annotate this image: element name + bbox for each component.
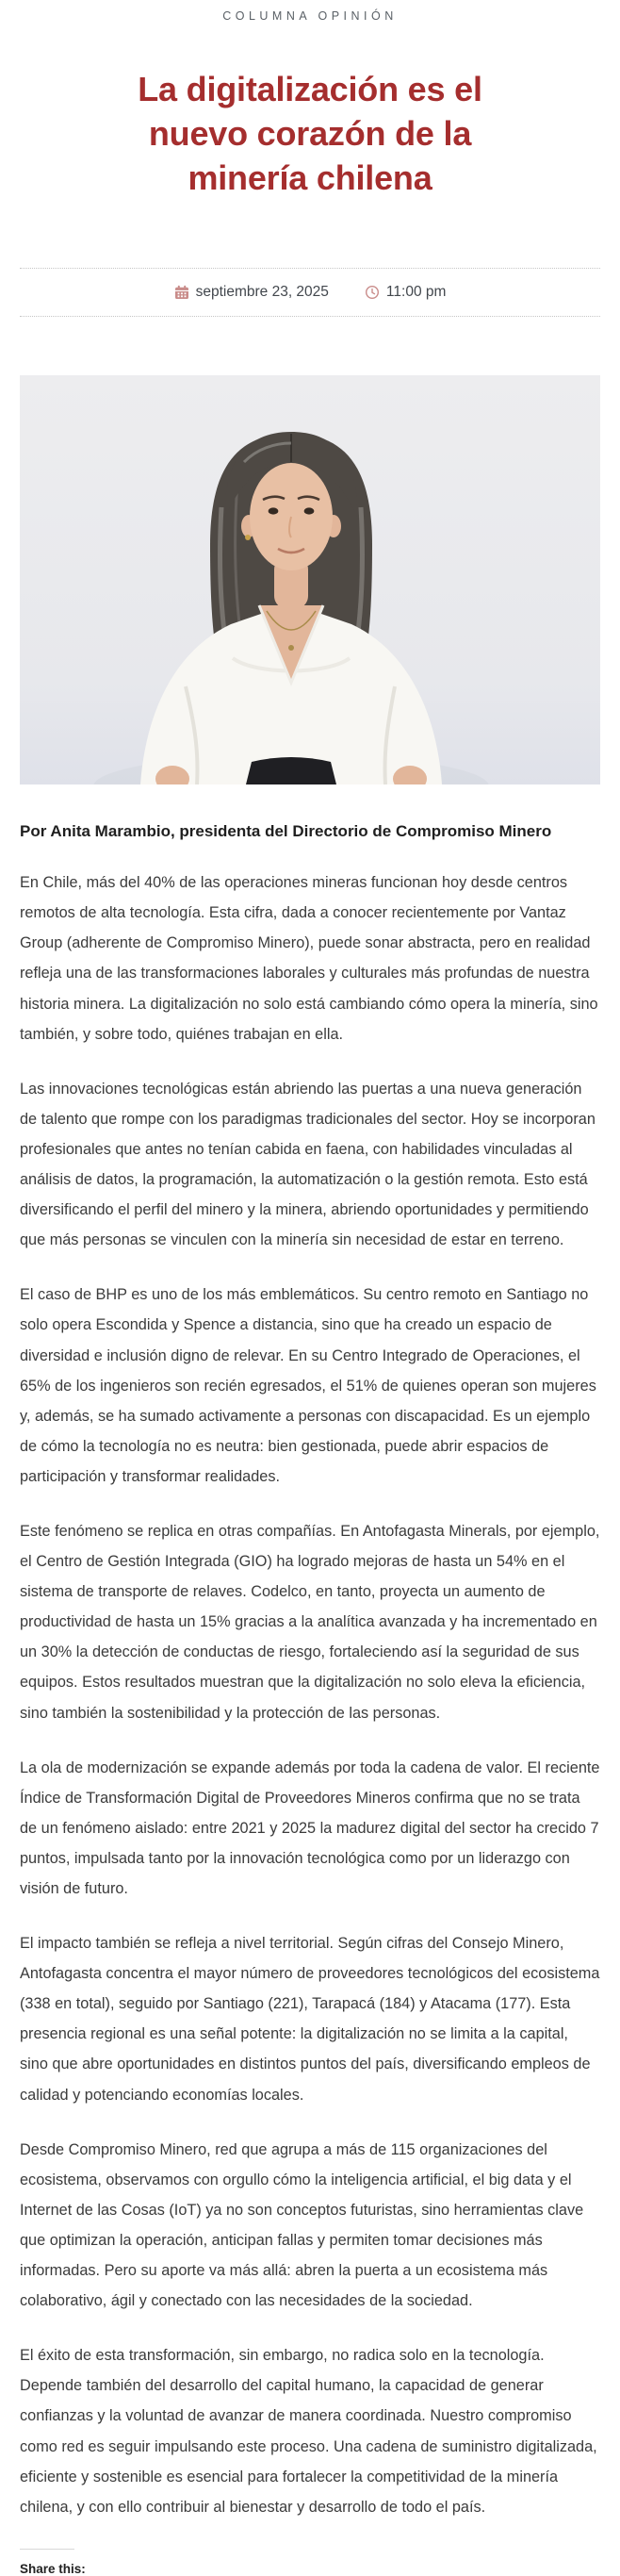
publish-date-text: septiembre 23, 2025 [195,284,329,301]
article-paragraph: La ola de modernización se expande además por toda la cadena de valor. El reciente Índice de Transformación Digital de Proveedores Mineros confirma que no se trata de un fenómeno aislado: entre 2021 y 2025 la madurez digital del sector ha crecido 7 puntos, impulsada tanto por la innovación tecnológica como por un liderazgo con visión de futuro. [20,1759,600,1897]
clock-icon [365,285,380,300]
category-label: COLUMNA OPINIÓN [222,9,398,23]
article-title: La digitalización es el nuevo corazón de la minería chilena [138,70,482,197]
article-paragraph: El caso de BHP es uno de los más emblemáticos. Su centro remoto en Santiago no solo opera Escondida y Spence a distancia, sino que ha creado un espacio de diversidad e inclusión digno de relevar. En su Centro Integrado de Operaciones, el 65% de los ingenieros son recién egresados, el 51% de quienes operan son mujeres y, además, se ha sumado activamente a personas con discapacidad. Es un ejemplo de cómo la tecnología no es neutra: bien gestionada, puede abrir espacios de participación y transformar realidades. [20,1286,596,1485]
article-paragraph: El impacto también se refleja a nivel territorial. Según cifras del Consejo Minero, Antofagasta concentra el mayor número de proveedores tecnológicos del ecosistema (338 en total), seguido por Santiago (221), Tarapacá (184) y Atacama (177). Esta presencia regional es una señal potente: la digitalización no se limita a la capital, sino que abre oportunidades en distintos puntos del país, diversificando empleos de calidad y potenciando economías locales. [20,1935,600,2104]
article-paragraph: En Chile, más del 40% de las operaciones mineras funcionan hoy desde centros remotos de alta tecnología. Esta cifra, dada a conocer recientemente por Vantaz Group (adherente de Compromiso Minero), puede sonar abstracta, pero en realidad refleja una de las transformaciones laborales y culturales más profundas de nuestra historia minera. La digitalización no solo está cambiando cómo opera la minería, sino también, y sobre todo, quiénes trabajan en ella. [20,874,598,1043]
calendar-icon [174,285,189,300]
article-paragraph: Este fenómeno se replica en otras compañías. En Antofagasta Minerals, por ejemplo, el Centro de Gestión Integrada (GIO) ha logrado mejoras de hasta un 54% en el sistema de transporte de relaves. Codelco, en tanto, proyecta un aumento de productividad de hasta un 15% gracias a la analítica avanzada y ha incrementado en un 30% la detección de conductas de riesgo, fortaleciendo así la seguridad de sus equipos. Estos resultados muestran que la digitalización no solo eleva la eficiencia, sino también la sostenibilidad y la protección de las personas. [20,1522,600,1722]
article-meta [20,268,600,317]
article-paragraph: Desde Compromiso Minero, red que agrupa a más de 115 organizaciones del ecosistema, observamos con orgullo cómo la inteligencia artificial, el big data y el Internet de las Cosas (IoT) ya no son conceptos futuristas, sino herramientas clave que optimizan la operación, anticipan fallas y permiten tomar decisiones más informadas. Pero su aporte va más allá: abren la puerta a un ecosistema más colaborativo, ágil y conectado con las necesidades de la sociedad. [20,2140,584,2310]
publish-time [365,284,446,301]
article-paragraph: Las innovaciones tecnológicas están abriendo las puertas a una nueva generación de talento que rompe con los paradigmas tradicionales del sector. Hoy se incorporan profesionales que antes no tenían cabida en faena, con habilidades vinculadas al análisis de datos, la programación, la automatización o la gestión remota. Esto está diversificando el perfil del minero y la minera, abriendo oportunidades y permitiendo que más personas se vinculen con la minería sin necesidad de estar en terreno. [20,1080,596,1249]
publish-date [174,284,329,301]
share-divider [20,2549,74,2550]
share-label: Share this: [20,2561,86,2576]
publish-time-text: 11:00 pm [385,284,447,301]
featured-image [20,375,600,784]
article-paragraph: El éxito de esta transformación, sin embargo, no radica solo en la tecnología. Depende también del desarrollo del capital humano, la capacidad de generar confianzas y la voluntad de avanzar de manera coordinada. Nuestro compromiso como red es seguir impulsando este proceso. Una cadena de suministro digitalizada, eficiente y sostenible es esencial para fortalecer la competitividad de la minería chilena, y con ello contribuir al bienestar y desarrollo de todo el país. [20,2347,597,2516]
author-byline: Por Anita Marambio, presidenta del Directorio de Compromiso Minero [20,822,552,841]
